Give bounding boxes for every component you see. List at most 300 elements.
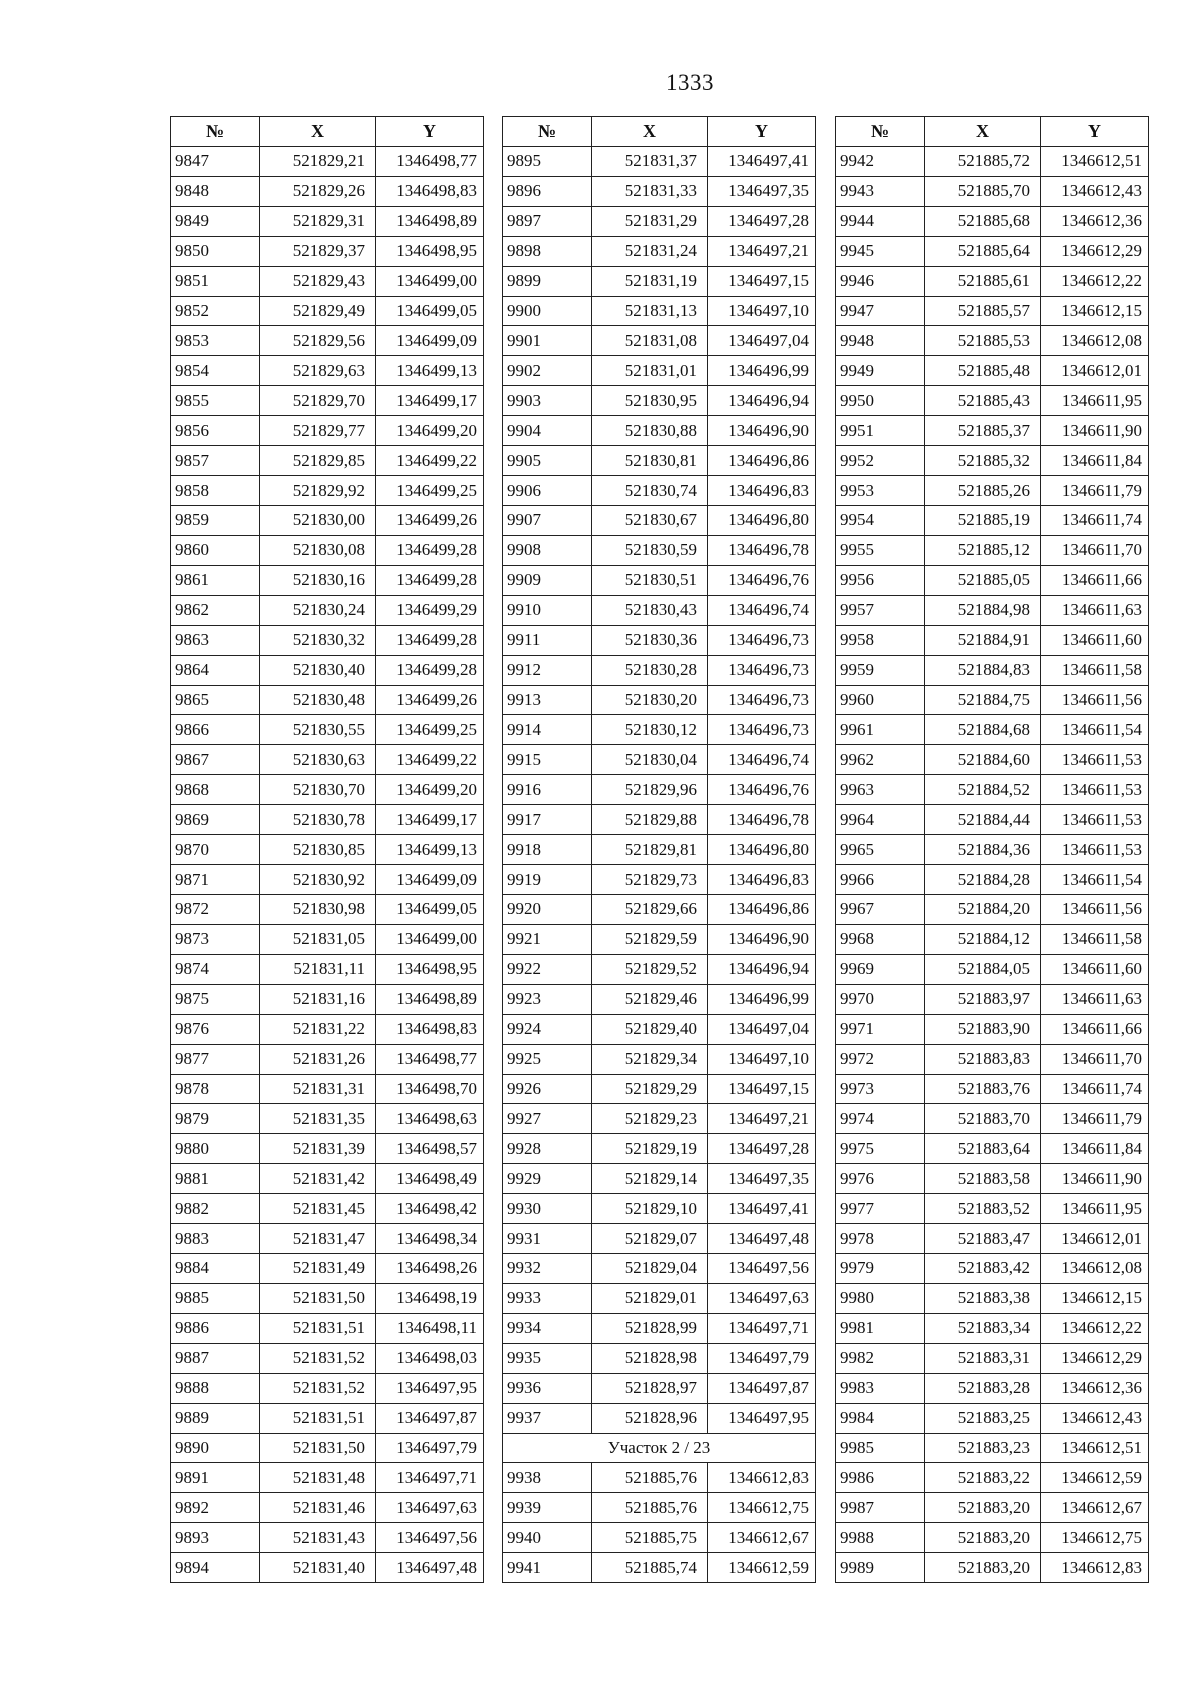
point-number-cell: 9851 (171, 266, 260, 296)
table-row (503, 1373, 816, 1403)
table-row (171, 206, 484, 236)
y-coordinate-cell: 1346497,71 (708, 1313, 816, 1343)
y-coordinate-cell: 1346496,78 (708, 805, 816, 835)
y-coordinate-cell: 1346498,83 (376, 1014, 484, 1044)
point-number-cell: 9985 (836, 1433, 925, 1463)
x-coordinate-cell: 521831,05 (260, 924, 376, 954)
point-number-cell: 9926 (503, 1074, 592, 1104)
table-row (171, 1044, 484, 1074)
table-row (503, 1493, 816, 1523)
point-number-cell: 9895 (503, 146, 592, 176)
x-coordinate-cell: 521830,55 (260, 715, 376, 745)
point-number-cell: 9921 (503, 924, 592, 954)
x-coordinate-cell: 521883,58 (925, 1164, 1041, 1194)
point-number-cell: 9910 (503, 595, 592, 625)
table-row (171, 1104, 484, 1134)
x-coordinate-cell: 521831,22 (260, 1014, 376, 1044)
point-number-cell: 9929 (503, 1164, 592, 1194)
table-row (503, 386, 816, 416)
y-coordinate-cell: 1346612,67 (708, 1523, 816, 1553)
x-coordinate-cell: 521830,48 (260, 685, 376, 715)
point-number-cell: 9928 (503, 1134, 592, 1164)
table-row (171, 296, 484, 326)
y-coordinate-cell: 1346612,51 (1041, 1433, 1149, 1463)
x-coordinate-cell: 521831,46 (260, 1493, 376, 1523)
point-number-cell: 9931 (503, 1224, 592, 1254)
y-coordinate-cell: 1346499,13 (376, 356, 484, 386)
table-row (836, 1044, 1149, 1074)
x-coordinate-cell: 521885,57 (925, 296, 1041, 326)
table-row (171, 1313, 484, 1343)
table-row (503, 894, 816, 924)
point-number-cell: 9902 (503, 356, 592, 386)
x-coordinate-cell: 521883,20 (925, 1523, 1041, 1553)
x-coordinate-cell: 521831,40 (260, 1553, 376, 1583)
point-number-cell: 9903 (503, 386, 592, 416)
y-coordinate-cell: 1346612,36 (1041, 206, 1149, 236)
table-row (503, 1044, 816, 1074)
x-coordinate-cell: 521831,47 (260, 1224, 376, 1254)
x-coordinate-cell: 521831,52 (260, 1373, 376, 1403)
x-coordinate-cell: 521831,19 (592, 266, 708, 296)
y-coordinate-cell: 1346496,73 (708, 685, 816, 715)
y-coordinate-cell: 1346611,58 (1041, 924, 1149, 954)
section-label: Участок 2 / 23 (503, 1433, 816, 1463)
point-number-cell: 9893 (171, 1523, 260, 1553)
table-row (171, 625, 484, 655)
point-number-cell: 9862 (171, 595, 260, 625)
y-coordinate-cell: 1346497,87 (708, 1373, 816, 1403)
table-row (171, 1553, 484, 1583)
table-row (836, 1373, 1149, 1403)
point-number-cell: 9965 (836, 835, 925, 865)
x-coordinate-cell: 521831,08 (592, 326, 708, 356)
x-coordinate-cell: 521831,33 (592, 176, 708, 206)
x-coordinate-cell: 521830,51 (592, 565, 708, 595)
x-coordinate-cell: 521883,47 (925, 1224, 1041, 1254)
x-coordinate-cell: 521830,81 (592, 446, 708, 476)
table-row (503, 1403, 816, 1433)
x-coordinate-cell: 521830,92 (260, 865, 376, 895)
y-coordinate-cell: 1346499,28 (376, 625, 484, 655)
table-row (836, 386, 1149, 416)
x-coordinate-cell: 521883,76 (925, 1074, 1041, 1104)
x-coordinate-cell: 521884,05 (925, 954, 1041, 984)
point-number-cell: 9930 (503, 1194, 592, 1224)
x-coordinate-cell: 521885,61 (925, 266, 1041, 296)
point-number-cell: 9866 (171, 715, 260, 745)
x-coordinate-cell: 521883,38 (925, 1283, 1041, 1313)
x-coordinate-cell: 521829,92 (260, 476, 376, 506)
x-coordinate-cell: 521830,28 (592, 655, 708, 685)
x-coordinate-cell: 521885,37 (925, 416, 1041, 446)
y-coordinate-cell: 1346611,90 (1041, 416, 1149, 446)
x-coordinate-cell: 521885,43 (925, 386, 1041, 416)
table-row (503, 1014, 816, 1044)
table-row (171, 1254, 484, 1284)
table-row (836, 416, 1149, 446)
point-number-cell: 9850 (171, 236, 260, 266)
x-coordinate-cell: 521828,99 (592, 1313, 708, 1343)
y-coordinate-cell: 1346611,63 (1041, 595, 1149, 625)
point-number-cell: 9907 (503, 505, 592, 535)
y-coordinate-cell: 1346498,26 (376, 1254, 484, 1284)
point-number-cell: 9904 (503, 416, 592, 446)
y-coordinate-cell: 1346496,80 (708, 505, 816, 535)
x-coordinate-cell: 521885,32 (925, 446, 1041, 476)
x-coordinate-cell: 521885,26 (925, 476, 1041, 506)
y-coordinate-cell: 1346497,71 (376, 1463, 484, 1493)
point-number-cell: 9954 (836, 505, 925, 535)
table-row (503, 1283, 816, 1313)
table-row (836, 446, 1149, 476)
x-coordinate-cell: 521829,29 (592, 1074, 708, 1104)
table-row (171, 1493, 484, 1523)
point-number-cell: 9947 (836, 296, 925, 326)
table-row (836, 595, 1149, 625)
table-row (171, 1373, 484, 1403)
x-coordinate-cell: 521883,22 (925, 1463, 1041, 1493)
y-coordinate-cell: 1346497,48 (708, 1224, 816, 1254)
y-coordinate-cell: 1346611,84 (1041, 446, 1149, 476)
x-coordinate-cell: 521885,70 (925, 176, 1041, 206)
x-coordinate-cell: 521829,49 (260, 296, 376, 326)
table-row (503, 535, 816, 565)
point-number-cell: 9953 (836, 476, 925, 506)
y-coordinate-cell: 1346499,29 (376, 595, 484, 625)
y-coordinate-cell: 1346496,90 (708, 924, 816, 954)
point-number-cell: 9868 (171, 775, 260, 805)
table-row (836, 236, 1149, 266)
point-number-cell: 9984 (836, 1403, 925, 1433)
y-coordinate-cell: 1346611,54 (1041, 715, 1149, 745)
table-row (171, 1463, 484, 1493)
point-number-cell: 9915 (503, 745, 592, 775)
point-number-cell: 9853 (171, 326, 260, 356)
y-coordinate-cell: 1346499,00 (376, 924, 484, 954)
point-number-cell: 9955 (836, 535, 925, 565)
x-coordinate-cell: 521883,70 (925, 1104, 1041, 1134)
point-number-cell: 9867 (171, 745, 260, 775)
point-number-cell: 9875 (171, 984, 260, 1014)
x-coordinate-cell: 521883,31 (925, 1343, 1041, 1373)
point-number-cell: 9963 (836, 775, 925, 805)
table-row (836, 655, 1149, 685)
point-number-cell: 9891 (171, 1463, 260, 1493)
table-row (503, 1313, 816, 1343)
table-row (503, 595, 816, 625)
point-number-cell: 9937 (503, 1403, 592, 1433)
y-coordinate-cell: 1346612,29 (1041, 1343, 1149, 1373)
point-number-cell: 9873 (171, 924, 260, 954)
column-header-y: Y (1041, 117, 1149, 147)
x-coordinate-cell: 521830,63 (260, 745, 376, 775)
header-row (171, 117, 484, 147)
y-coordinate-cell: 1346497,63 (376, 1493, 484, 1523)
point-number-cell: 9885 (171, 1283, 260, 1313)
y-coordinate-cell: 1346612,15 (1041, 1283, 1149, 1313)
x-coordinate-cell: 521885,75 (592, 1523, 708, 1553)
point-number-cell: 9961 (836, 715, 925, 745)
table-row (171, 1343, 484, 1373)
y-coordinate-cell: 1346496,78 (708, 535, 816, 565)
x-coordinate-cell: 521830,98 (260, 894, 376, 924)
point-number-cell: 9912 (503, 655, 592, 685)
y-coordinate-cell: 1346611,70 (1041, 1044, 1149, 1074)
y-coordinate-cell: 1346612,83 (1041, 1553, 1149, 1583)
table-row (503, 954, 816, 984)
y-coordinate-cell: 1346612,08 (1041, 1254, 1149, 1284)
point-number-cell: 9900 (503, 296, 592, 326)
point-number-cell: 9878 (171, 1074, 260, 1104)
table-row (836, 1164, 1149, 1194)
y-coordinate-cell: 1346498,95 (376, 236, 484, 266)
point-number-cell: 9894 (171, 1553, 260, 1583)
table-row (836, 1463, 1149, 1493)
y-coordinate-cell: 1346499,28 (376, 535, 484, 565)
table-row (171, 446, 484, 476)
y-coordinate-cell: 1346497,15 (708, 1074, 816, 1104)
table-row (836, 1104, 1149, 1134)
point-number-cell: 9927 (503, 1104, 592, 1134)
x-coordinate-cell: 521831,49 (260, 1254, 376, 1284)
y-coordinate-cell: 1346611,56 (1041, 894, 1149, 924)
y-coordinate-cell: 1346612,43 (1041, 176, 1149, 206)
column-header-number: № (171, 117, 260, 147)
y-coordinate-cell: 1346498,19 (376, 1283, 484, 1313)
point-number-cell: 9945 (836, 236, 925, 266)
table-row (836, 565, 1149, 595)
table-row (836, 1014, 1149, 1044)
x-coordinate-cell: 521885,12 (925, 535, 1041, 565)
x-coordinate-cell: 521831,16 (260, 984, 376, 1014)
table-row (836, 924, 1149, 954)
table-row (503, 1164, 816, 1194)
table-row (503, 416, 816, 446)
y-coordinate-cell: 1346496,90 (708, 416, 816, 446)
x-coordinate-cell: 521884,75 (925, 685, 1041, 715)
point-number-cell: 9855 (171, 386, 260, 416)
y-coordinate-cell: 1346611,74 (1041, 1074, 1149, 1104)
point-number-cell: 9919 (503, 865, 592, 895)
x-coordinate-cell: 521831,45 (260, 1194, 376, 1224)
y-coordinate-cell: 1346498,57 (376, 1134, 484, 1164)
table-row (836, 206, 1149, 236)
table-row (503, 775, 816, 805)
y-coordinate-cell: 1346498,89 (376, 206, 484, 236)
y-coordinate-cell: 1346499,20 (376, 416, 484, 446)
x-coordinate-cell: 521883,64 (925, 1134, 1041, 1164)
x-coordinate-cell: 521883,42 (925, 1254, 1041, 1284)
y-coordinate-cell: 1346498,77 (376, 146, 484, 176)
table-row (503, 176, 816, 206)
y-coordinate-cell: 1346612,67 (1041, 1493, 1149, 1523)
table-row (171, 685, 484, 715)
point-number-cell: 9901 (503, 326, 592, 356)
table-row (171, 1014, 484, 1044)
table-row (171, 805, 484, 835)
y-coordinate-cell: 1346497,35 (708, 1164, 816, 1194)
column-header-x: X (260, 117, 376, 147)
point-number-cell: 9934 (503, 1313, 592, 1343)
table-row (171, 1134, 484, 1164)
y-coordinate-cell: 1346498,63 (376, 1104, 484, 1134)
section-row (503, 1433, 816, 1463)
y-coordinate-cell: 1346612,51 (1041, 146, 1149, 176)
point-number-cell: 9880 (171, 1134, 260, 1164)
table-row (171, 1194, 484, 1224)
table-row (836, 954, 1149, 984)
y-coordinate-cell: 1346499,17 (376, 386, 484, 416)
x-coordinate-cell: 521829,63 (260, 356, 376, 386)
point-number-cell: 9913 (503, 685, 592, 715)
x-coordinate-cell: 521830,85 (260, 835, 376, 865)
table-row (171, 984, 484, 1014)
y-coordinate-cell: 1346611,84 (1041, 1134, 1149, 1164)
y-coordinate-cell: 1346497,79 (376, 1433, 484, 1463)
x-coordinate-cell: 521884,68 (925, 715, 1041, 745)
x-coordinate-cell: 521829,34 (592, 1044, 708, 1074)
point-number-cell: 9941 (503, 1553, 592, 1583)
y-coordinate-cell: 1346497,21 (708, 236, 816, 266)
x-coordinate-cell: 521831,37 (592, 146, 708, 176)
table-row (503, 984, 816, 1014)
x-coordinate-cell: 521829,70 (260, 386, 376, 416)
point-number-cell: 9849 (171, 206, 260, 236)
page-number: 1333 (666, 70, 714, 95)
y-coordinate-cell: 1346497,04 (708, 1014, 816, 1044)
y-coordinate-cell: 1346612,36 (1041, 1373, 1149, 1403)
point-number-cell: 9918 (503, 835, 592, 865)
table-row (503, 1074, 816, 1104)
point-number-cell: 9970 (836, 984, 925, 1014)
y-coordinate-cell: 1346496,86 (708, 446, 816, 476)
y-coordinate-cell: 1346497,28 (708, 206, 816, 236)
y-coordinate-cell: 1346498,34 (376, 1224, 484, 1254)
y-coordinate-cell: 1346496,76 (708, 775, 816, 805)
column-header-number: № (836, 117, 925, 147)
x-coordinate-cell: 521829,81 (592, 835, 708, 865)
point-number-cell: 9989 (836, 1553, 925, 1583)
point-number-cell: 9905 (503, 446, 592, 476)
y-coordinate-cell: 1346496,83 (708, 865, 816, 895)
point-number-cell: 9968 (836, 924, 925, 954)
x-coordinate-cell: 521829,46 (592, 984, 708, 1014)
point-number-cell: 9959 (836, 655, 925, 685)
x-coordinate-cell: 521885,48 (925, 356, 1041, 386)
point-number-cell: 9906 (503, 476, 592, 506)
y-coordinate-cell: 1346499,17 (376, 805, 484, 835)
point-number-cell: 9859 (171, 505, 260, 535)
point-number-cell: 9977 (836, 1194, 925, 1224)
table-row (171, 1433, 484, 1463)
point-number-cell: 9949 (836, 356, 925, 386)
y-coordinate-cell: 1346499,13 (376, 835, 484, 865)
x-coordinate-cell: 521831,13 (592, 296, 708, 326)
point-number-cell: 9925 (503, 1044, 592, 1074)
point-number-cell: 9898 (503, 236, 592, 266)
x-coordinate-cell: 521830,36 (592, 625, 708, 655)
x-coordinate-cell: 521830,67 (592, 505, 708, 535)
y-coordinate-cell: 1346499,05 (376, 296, 484, 326)
point-number-cell: 9871 (171, 865, 260, 895)
point-number-cell: 9948 (836, 326, 925, 356)
column-header-number: № (503, 117, 592, 147)
y-coordinate-cell: 1346496,94 (708, 954, 816, 984)
point-number-cell: 9882 (171, 1194, 260, 1224)
x-coordinate-cell: 521885,68 (925, 206, 1041, 236)
column-header-y: Y (708, 117, 816, 147)
x-coordinate-cell: 521829,43 (260, 266, 376, 296)
x-coordinate-cell: 521831,50 (260, 1283, 376, 1313)
table-row (503, 146, 816, 176)
point-number-cell: 9864 (171, 655, 260, 685)
table-row (171, 505, 484, 535)
y-coordinate-cell: 1346498,42 (376, 1194, 484, 1224)
point-number-cell: 9861 (171, 565, 260, 595)
table-row (171, 1224, 484, 1254)
y-coordinate-cell: 1346497,95 (708, 1403, 816, 1433)
y-coordinate-cell: 1346498,11 (376, 1313, 484, 1343)
point-number-cell: 9976 (836, 1164, 925, 1194)
y-coordinate-cell: 1346499,20 (376, 775, 484, 805)
table-row (503, 446, 816, 476)
table-row (836, 1403, 1149, 1433)
x-coordinate-cell: 521829,37 (260, 236, 376, 266)
table-row (503, 236, 816, 266)
y-coordinate-cell: 1346498,49 (376, 1164, 484, 1194)
y-coordinate-cell: 1346496,74 (708, 745, 816, 775)
table-row (836, 326, 1149, 356)
y-coordinate-cell: 1346498,83 (376, 176, 484, 206)
y-coordinate-cell: 1346497,95 (376, 1373, 484, 1403)
y-coordinate-cell: 1346498,03 (376, 1343, 484, 1373)
table-row (836, 1134, 1149, 1164)
x-coordinate-cell: 521829,10 (592, 1194, 708, 1224)
y-coordinate-cell: 1346499,09 (376, 865, 484, 895)
point-number-cell: 9974 (836, 1104, 925, 1134)
point-number-cell: 9854 (171, 356, 260, 386)
table-row (171, 1074, 484, 1104)
point-number-cell: 9869 (171, 805, 260, 835)
table-row (503, 356, 816, 386)
point-number-cell: 9986 (836, 1463, 925, 1493)
x-coordinate-cell: 521829,04 (592, 1254, 708, 1284)
x-coordinate-cell: 521885,76 (592, 1463, 708, 1493)
y-coordinate-cell: 1346497,15 (708, 266, 816, 296)
y-coordinate-cell: 1346496,73 (708, 625, 816, 655)
y-coordinate-cell: 1346497,10 (708, 296, 816, 326)
x-coordinate-cell: 521831,29 (592, 206, 708, 236)
y-coordinate-cell: 1346497,28 (708, 1134, 816, 1164)
y-coordinate-cell: 1346499,22 (376, 745, 484, 775)
x-coordinate-cell: 521831,51 (260, 1313, 376, 1343)
x-coordinate-cell: 521884,60 (925, 745, 1041, 775)
point-number-cell: 9971 (836, 1014, 925, 1044)
point-number-cell: 9872 (171, 894, 260, 924)
y-coordinate-cell: 1346499,26 (376, 685, 484, 715)
point-number-cell: 9981 (836, 1313, 925, 1343)
table-row (836, 1433, 1149, 1463)
y-coordinate-cell: 1346612,22 (1041, 1313, 1149, 1343)
table-row (171, 326, 484, 356)
point-number-cell: 9886 (171, 1313, 260, 1343)
x-coordinate-cell: 521831,39 (260, 1134, 376, 1164)
column-header-y: Y (376, 117, 484, 147)
point-number-cell: 9888 (171, 1373, 260, 1403)
table-row (503, 1254, 816, 1284)
y-coordinate-cell: 1346611,56 (1041, 685, 1149, 715)
